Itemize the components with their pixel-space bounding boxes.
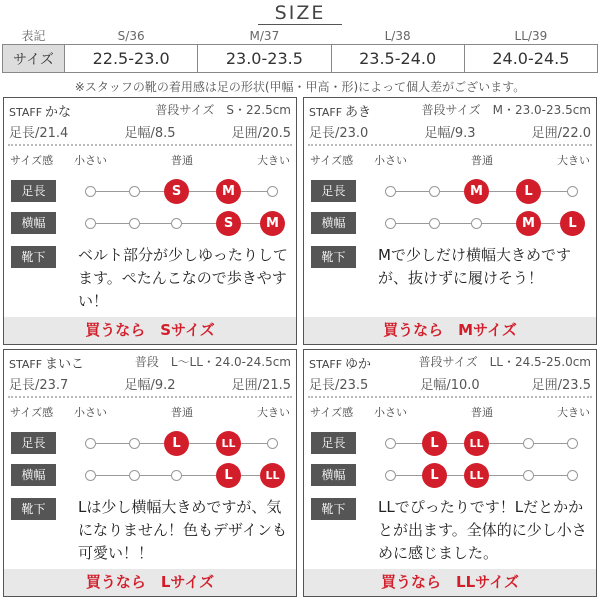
- foot-girth: 足囲/21.5: [231, 378, 291, 393]
- recommended-size: 買うなら Lサイズ: [4, 569, 296, 596]
- scale-small: 小さい: [74, 154, 107, 167]
- foot-width: 足幅/8.5: [124, 126, 176, 141]
- length-tag: 足長: [311, 180, 356, 202]
- usual-size: 普段 L〜LL・24.0-24.5cm: [134, 355, 291, 369]
- size-mark: LL: [216, 431, 241, 456]
- staff-comment: Mで少しだけ横幅大きめですが、抜けずに履けそう！: [378, 246, 571, 287]
- size-cell: 23.0-23.5: [198, 45, 331, 73]
- size-mark: L: [422, 431, 447, 456]
- width-tag: 横幅: [311, 464, 356, 486]
- scale-header: [304, 404, 596, 420]
- staff-label: STAFF: [9, 358, 43, 371]
- size-table: [2, 27, 598, 73]
- foot-measurements: [309, 374, 591, 392]
- size-mark: M: [260, 211, 285, 236]
- scale-title: サイズ感: [310, 406, 354, 419]
- foot-width: 足幅/10.0: [420, 378, 480, 393]
- foot-width: 足幅/9.2: [124, 378, 176, 393]
- width-tag: 横幅: [11, 212, 56, 234]
- size-mark: LL: [464, 463, 489, 488]
- scale-dot: [171, 470, 182, 481]
- staff-panel: [303, 97, 597, 345]
- scale-dot: [523, 438, 534, 449]
- usual-size: 普段サイズ LL・24.5-25.0cm: [418, 355, 591, 369]
- staff-header: [9, 353, 291, 371]
- scale-mid: 普通: [171, 154, 193, 167]
- dotted-divider: [308, 144, 592, 146]
- length-scale: [4, 430, 296, 456]
- size-mark: M: [464, 179, 489, 204]
- sock-tag: 靴下: [311, 498, 356, 520]
- foot-girth: 足囲/22.0: [531, 126, 591, 141]
- scale-dot: [471, 218, 482, 229]
- foot-length: 足長/23.5: [309, 378, 369, 393]
- scale-dot: [429, 186, 440, 197]
- scale-title: サイズ感: [10, 154, 54, 167]
- scale-big: 大きい: [557, 406, 590, 419]
- length-scale: [4, 178, 296, 204]
- scale-line: [390, 223, 576, 224]
- scale-mid: 普通: [171, 406, 193, 419]
- scale-dot: [567, 438, 578, 449]
- scale-dot: [85, 186, 96, 197]
- sock-tag: 靴下: [11, 246, 56, 268]
- width-scale: [4, 210, 296, 236]
- size-mark: S: [164, 179, 189, 204]
- staff-label: STAFF: [309, 106, 343, 119]
- scale-mid: 普通: [471, 154, 493, 167]
- notation-cell: M/37: [249, 28, 280, 43]
- scale-dot: [385, 470, 396, 481]
- notation-row: [3, 27, 598, 45]
- scale-dot: [129, 470, 140, 481]
- scale-dot: [85, 470, 96, 481]
- staff-name: ゆか: [345, 357, 372, 372]
- size-title: SIZE: [274, 2, 326, 24]
- title-underline: [258, 24, 342, 25]
- staff-name: まいこ: [45, 357, 85, 372]
- width-tag: 横幅: [11, 464, 56, 486]
- foot-width: 足幅/9.3: [424, 126, 476, 141]
- width-scale: [304, 462, 596, 488]
- foot-girth: 足囲/23.5: [531, 378, 591, 393]
- recommended-size: 買うなら Sサイズ: [4, 317, 296, 344]
- width-tag: 横幅: [311, 212, 356, 234]
- notation-label: 表記: [21, 29, 46, 43]
- size-mark: M: [216, 179, 241, 204]
- scale-big: 大きい: [257, 154, 290, 167]
- dotted-divider: [8, 396, 292, 398]
- scale-dot: [129, 186, 140, 197]
- fit-note: ※スタッフの靴の着用感は足の形状(甲幅・甲高・形)によって個人差がございます。: [74, 80, 526, 94]
- size-cell: 23.5-24.0: [331, 45, 464, 73]
- size-mark: M: [516, 211, 541, 236]
- scale-line: [90, 475, 276, 476]
- foot-length: 足長/23.7: [9, 378, 69, 393]
- size-mark: LL: [260, 463, 285, 488]
- staff-name: あき: [345, 105, 372, 120]
- foot-measurements: [9, 374, 291, 392]
- size-cell: 24.0-24.5: [464, 45, 597, 73]
- size-label: サイズ: [3, 45, 65, 73]
- scale-title: サイズ感: [10, 406, 54, 419]
- scale-dot: [129, 218, 140, 229]
- size-mark: L: [422, 463, 447, 488]
- foot-length: 足長/23.0: [309, 126, 369, 141]
- size-row: [3, 45, 598, 73]
- size-mark: L: [216, 463, 241, 488]
- dotted-divider: [8, 144, 292, 146]
- staff-header: [309, 353, 591, 371]
- scale-dot: [85, 218, 96, 229]
- staff-panel: [3, 97, 297, 345]
- length-scale: [304, 430, 596, 456]
- scale-dot: [129, 438, 140, 449]
- width-scale: [304, 210, 596, 236]
- dotted-divider: [308, 396, 592, 398]
- notation-cell: S/36: [117, 28, 145, 43]
- scale-header: [4, 152, 296, 168]
- scale-big: 大きい: [257, 406, 290, 419]
- scale-title: サイズ感: [310, 154, 354, 167]
- foot-measurements: [309, 122, 591, 140]
- scale-small: 小さい: [374, 406, 407, 419]
- scale-header: [4, 404, 296, 420]
- scale-dot: [385, 186, 396, 197]
- staff-label: STAFF: [9, 106, 43, 119]
- staff-comment: Lは少し横幅大きめですが、気になりません！色もデザインも可愛い！！: [78, 498, 287, 562]
- scale-big: 大きい: [557, 154, 590, 167]
- staff-comment: LLでぴったりです！Lだとかかとが出ます。全体的に少し小さめに感じました。: [378, 498, 587, 562]
- foot-length: 足長/21.4: [9, 126, 69, 141]
- scale-dot: [267, 186, 278, 197]
- size-mark: L: [516, 179, 541, 204]
- size-mark: S: [216, 211, 241, 236]
- size-mark: L: [164, 431, 189, 456]
- sock-tag: 靴下: [311, 246, 356, 268]
- scale-dot: [385, 438, 396, 449]
- length-tag: 足長: [11, 180, 56, 202]
- size-mark: LL: [464, 431, 489, 456]
- foot-girth: 足囲/20.5: [231, 126, 291, 141]
- scale-small: 小さい: [374, 154, 407, 167]
- recommended-size: 買うなら LLサイズ: [304, 569, 596, 596]
- scale-dot: [85, 438, 96, 449]
- scale-line: [90, 223, 276, 224]
- scale-dot: [523, 470, 534, 481]
- scale-mid: 普通: [471, 406, 493, 419]
- length-tag: 足長: [11, 432, 56, 454]
- staff-header: [309, 101, 591, 119]
- staff-label: STAFF: [309, 358, 343, 371]
- notation-cell: LL/39: [514, 28, 548, 43]
- staff-panel: [3, 349, 297, 597]
- scale-dot: [171, 218, 182, 229]
- sock-tag: 靴下: [11, 498, 56, 520]
- staff-name: かな: [45, 105, 72, 120]
- usual-size: 普段サイズ S・22.5cm: [155, 103, 291, 117]
- scale-dot: [267, 438, 278, 449]
- scale-dot: [567, 186, 578, 197]
- staff-header: [9, 101, 291, 119]
- scale-dot: [385, 218, 396, 229]
- length-tag: 足長: [311, 432, 356, 454]
- scale-dot: [429, 218, 440, 229]
- size-cell: 22.5-23.0: [65, 45, 198, 73]
- usual-size: 普段サイズ M・23.0-23.5cm: [421, 103, 591, 117]
- recommended-size: 買うなら Mサイズ: [304, 317, 596, 344]
- staff-panel: [303, 349, 597, 597]
- width-scale: [4, 462, 296, 488]
- scale-small: 小さい: [74, 406, 107, 419]
- scale-dot: [567, 470, 578, 481]
- length-scale: [304, 178, 596, 204]
- size-mark: L: [560, 211, 585, 236]
- foot-measurements: [9, 122, 291, 140]
- staff-comment: ベルト部分が少しゆったりしてます。ぺたんこなので歩きやすい！: [78, 246, 288, 310]
- notation-cell: L/38: [384, 28, 411, 43]
- scale-header: [304, 152, 596, 168]
